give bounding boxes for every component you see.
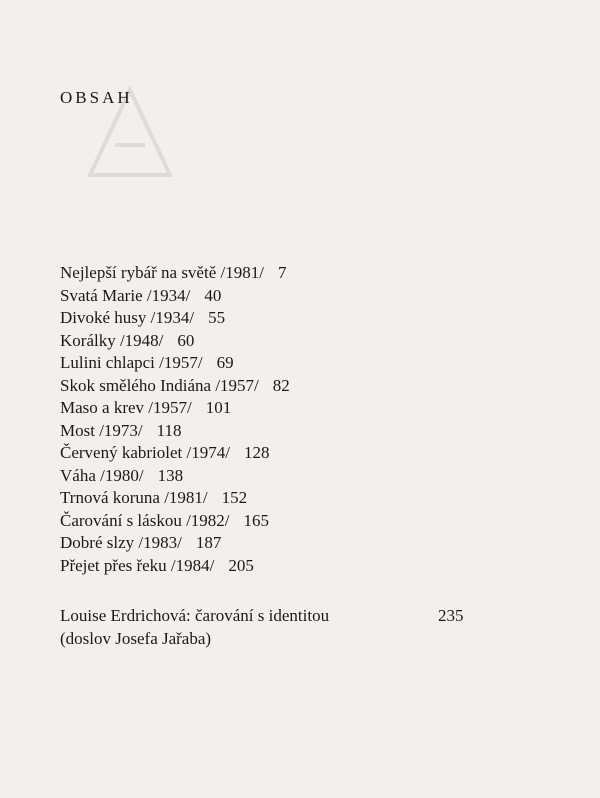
toc-list [60,262,580,577]
entry-page: 187 [195,533,222,552]
toc-entry [60,375,580,398]
entry-page: 55 [208,308,226,327]
toc-entry [60,465,580,488]
toc-entry [60,555,580,578]
afterword-title-line [60,605,580,628]
entry-title: Svatá Marie /1934/ [60,285,191,305]
entry-title: Maso a krev /1957/ [60,398,192,417]
toc-entry [60,285,580,308]
entry-title: Divoké husy /1934/ [60,308,195,327]
entry-title: Nejlepší rybář na světě /1981/ [60,263,264,282]
entry-page: 101 [205,398,232,417]
entry-page: 7 [277,263,287,282]
afterword-note: (doslov Josefa Jařaba) [60,628,212,648]
entry-page: 40 [204,285,222,305]
entry-title: Most /1973/ [60,420,143,440]
entry-page: 69 [216,353,234,372]
toc-entry [60,442,580,465]
entry-page: 82 [272,375,290,395]
entry-title: Dobré slzy /1983/ [60,533,182,552]
entry-page: 205 [228,555,254,575]
entry-title: Čarování s láskou /1982/ [60,510,230,530]
entry-title: Červený kabriolet /1974/ [60,443,230,462]
page-title: OBSAH [60,88,133,107]
toc-entry [60,532,580,555]
entry-page: 128 [243,443,270,462]
toc-entry [60,262,580,285]
toc-entry [60,330,580,353]
toc-entry [60,510,580,533]
toc-entry [60,420,580,443]
entry-page: 60 [177,330,195,350]
entry-title: Přejet přes řeku /1984/ [60,555,215,575]
entry-page: 138 [157,465,184,485]
toc-entry [60,487,580,510]
entry-title: Lulini chlapci /1957/ [60,353,203,372]
entry-title: Trnová koruna /1981/ [60,488,208,507]
toc-entry [60,397,580,420]
toc-entry [60,352,580,375]
toc-entry [60,307,580,330]
afterword-entry [60,605,580,650]
afterword-page: 235 [438,606,464,625]
entry-title: Korálky /1948/ [60,330,164,350]
afterword-title: Louise Erdrichová: čarování s identitou [60,606,330,625]
entry-title: Váha /1980/ [60,465,144,485]
entry-page: 118 [156,420,182,440]
entry-page: 165 [243,510,270,530]
entry-page: 152 [221,488,248,507]
entry-title: Skok smělého Indiána /1957/ [60,375,259,395]
